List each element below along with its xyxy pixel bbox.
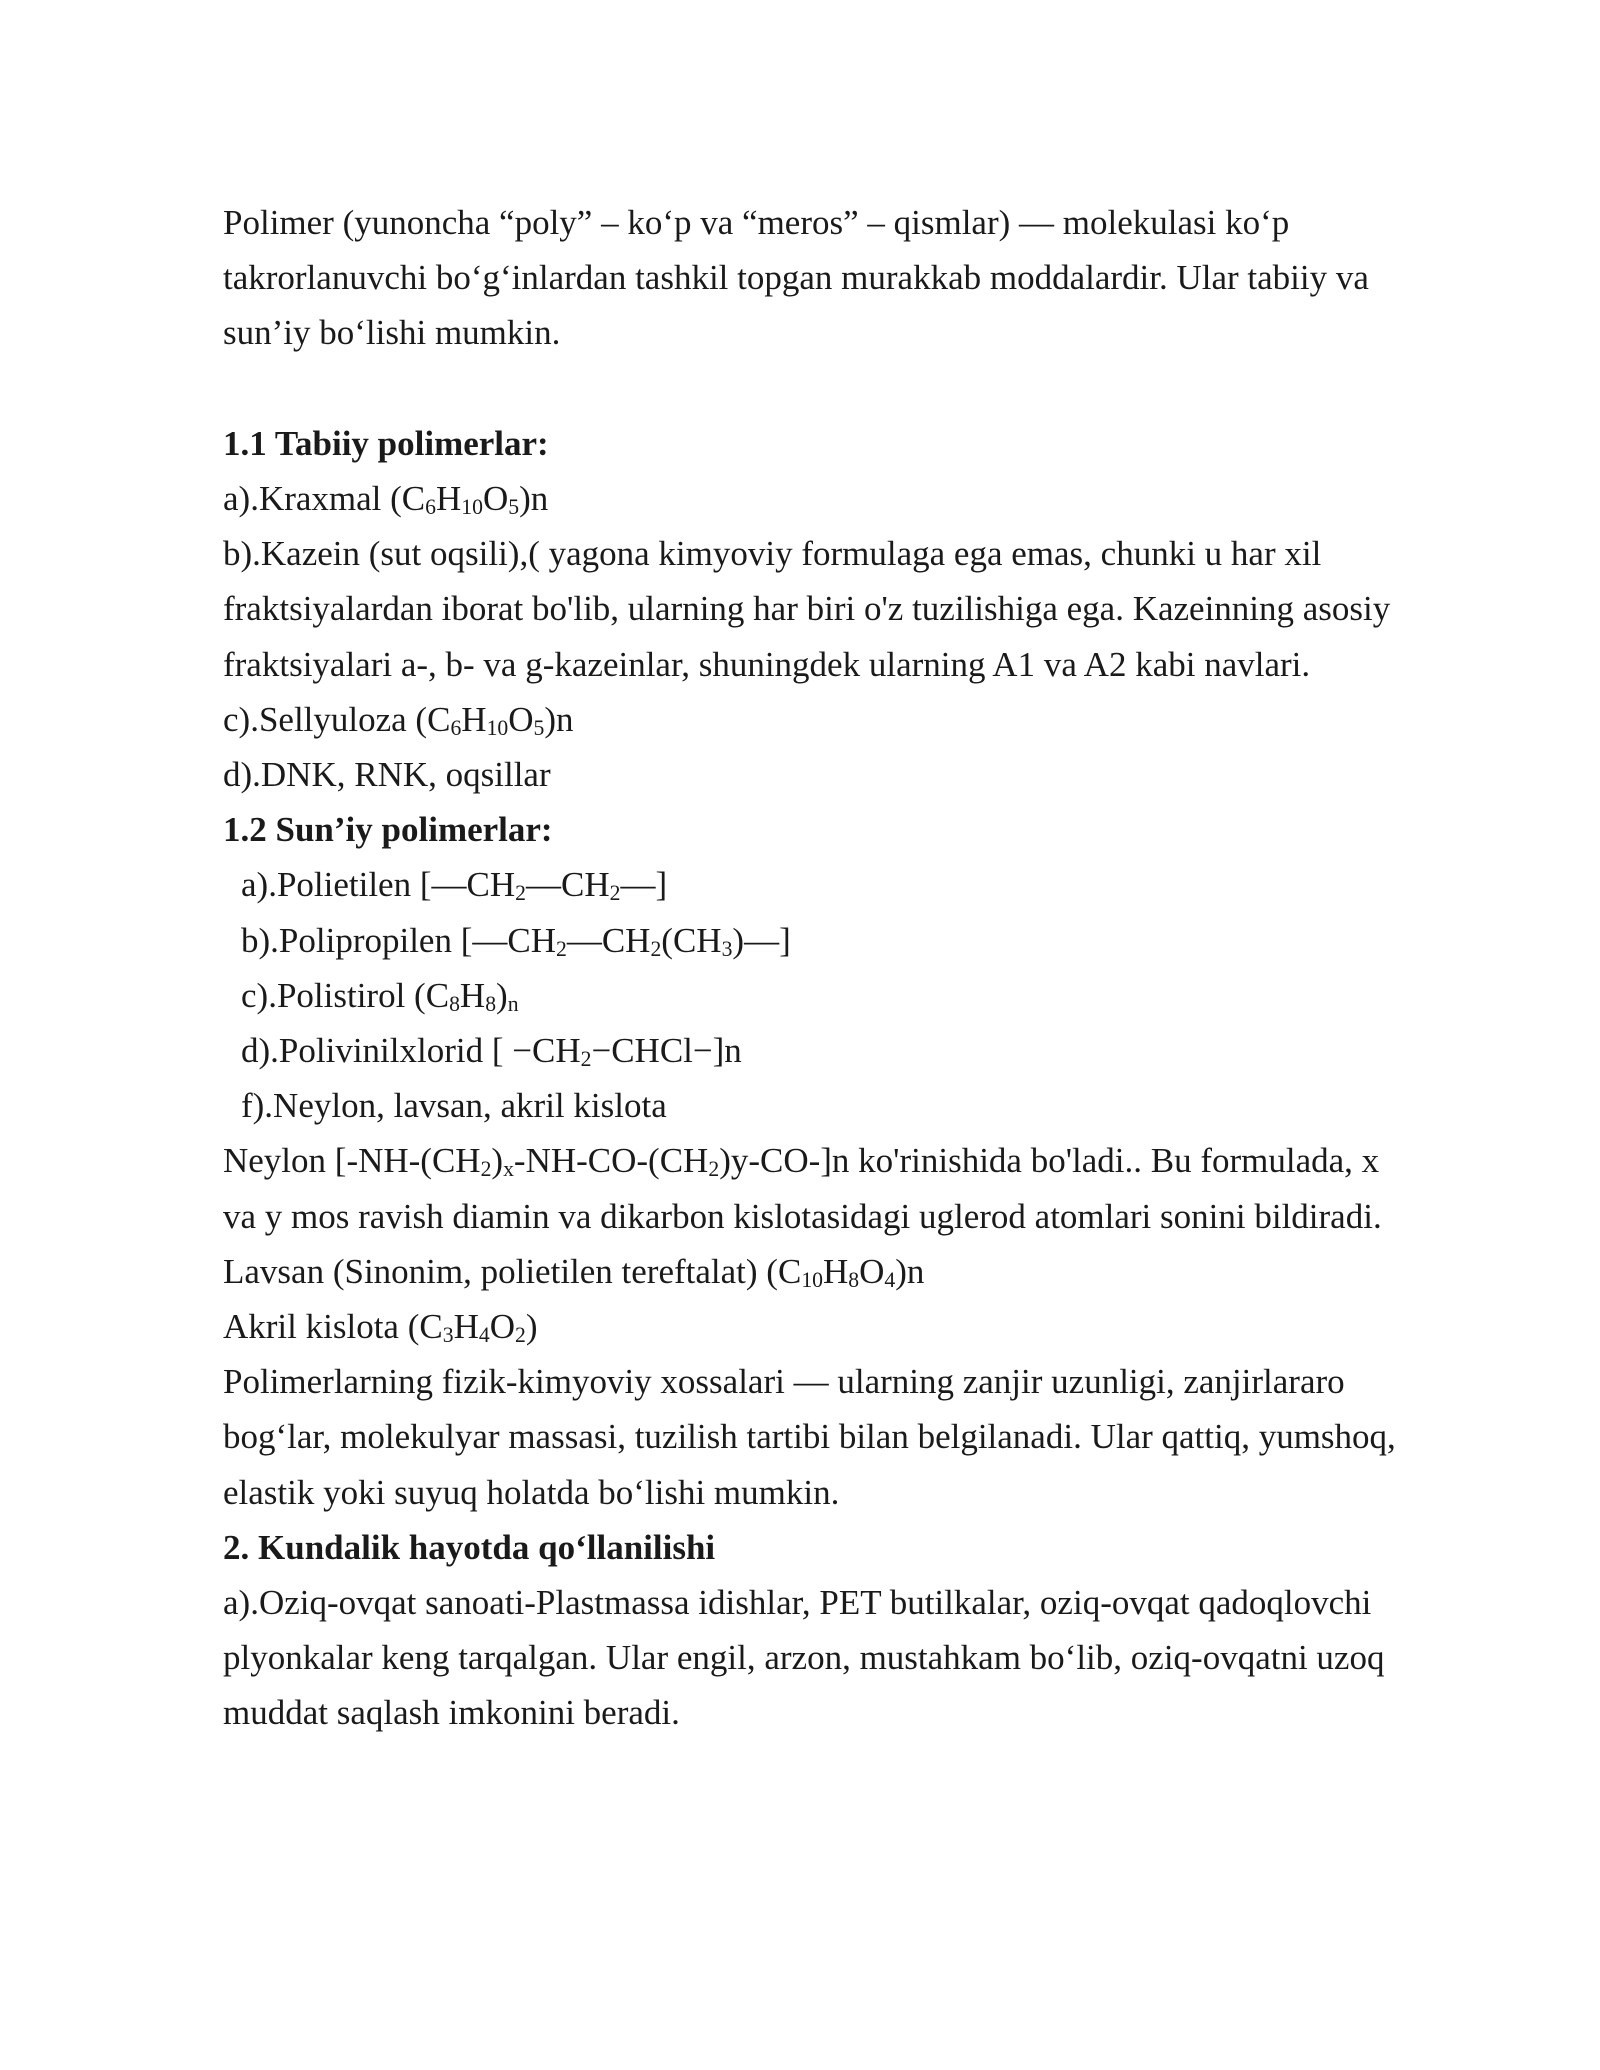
section-heading-natural-polymers: 1.1 Tabiiy polimerlar: [223,423,549,463]
list-item-kraxmal: a).Kraxmal $(C_6H_{10}O_5)n$ [223,479,549,519]
list-item-neylon-lavsan-akril: f).Neylon, lavsan, akril kislota [241,1086,667,1126]
section-heading-synthetic-polymers: 1.2 Sun’iy polimerlar: [223,810,553,850]
list-item-dnk: d).DNK, RNK, oqsillar [223,755,551,795]
properties-line-1: Polimerlarning fizik-kimyoviy xossalari — ularning zanjir uzunligi, zanjirlararo [223,1362,1345,1402]
neylon-formula-line-2: va y mos ravish diamin va dikarbon kislotasidagi uglerod atomlari sonini bildiradi. [223,1196,1382,1236]
list-item-polietilen: a).Polietilen $[—CH_2—CH_2—]$ [241,865,668,906]
list-item-kazein-line-2: fraktsiyalardan iborat bo'lib, ularning har biri o'z tuzilishiga ega. Kazeinning asosiy [223,589,1391,629]
intro-line-1: Polimer (yunoncha “poly” – ko‘p va “meros” – qismlar) — molekulasi ko‘p [223,203,1290,242]
blank-line [223,361,1463,416]
properties-line-3: elastik yoki suyuq holatda bo‘lishi mumkin. [223,1472,840,1512]
list-item-kazein-line-1: b).Kazein (sut oqsili),( yagona kimyoviy formulaga ega emas, chunki u har xil [223,534,1322,574]
akril-formula: Akril kislota $(C_3H_4O_2)$ [223,1307,538,1347]
document-page [223,195,1463,1741]
intro-line-2: takrorlanuvchi bo‘g‘inlardan tashkil topgan murakkab moddalardir. Ular tabiiy va [223,258,1369,298]
daily-use-item-a-line-3: muddat saqlash imkonini beradi. [223,1693,680,1733]
intro-line-3: sun’iy bo‘lishi mumkin. [223,313,561,353]
daily-use-item-a-line-1: a).Oziq-ovqat sanoati-Plastmassa idishlar, PET butilkalar, oziq-ovqat qadoqlovchi [223,1583,1372,1623]
list-item-polistirol: c).Polistirol $(C_8H_8)_n$ [241,975,519,1016]
properties-line-2: bog‘lar, molekulyar massasi, tuzilish tartibi bilan belgilanadi. Ular qattiq, yumshoq, [223,1417,1396,1457]
list-item-polivinilxlorid: d).Polivinilxlorid [ $-CH_2-CHCl-]n$ [241,1031,742,1071]
list-item-sellyuloza: c).Sellyuloza $(C_6H_{10}O_5)n$ [223,699,574,740]
lavsan-formula: Lavsan (Sinonim, polietilen tereftalat) $(C_{10}H_8O_4)n$ [223,1251,925,1292]
list-item-polipropilen: b).Polipropilen $[—CH_2—CH_2(CH_3)—]$ [241,920,791,961]
section-heading-daily-use: 2. Kundalik hayotda qo‘llanilishi [223,1527,716,1567]
neylon-formula-line-1: Neylon $[-NH-(CH_2)_x-NH-CO-(CH_2)y-CO-]n$ ko'rinishida bo'ladi.. Bu formulada, x [223,1141,1380,1182]
daily-use-item-a-line-2: plyonkalar keng tarqalgan. Ular engil, arzon, mustahkam bo‘lib, oziq-ovqatni uzoq [223,1638,1385,1678]
list-item-kazein-line-3: fraktsiyalari a-, b- va g-kazeinlar, shuningdek ularning A1 va A2 kabi navlari. [223,644,1311,684]
